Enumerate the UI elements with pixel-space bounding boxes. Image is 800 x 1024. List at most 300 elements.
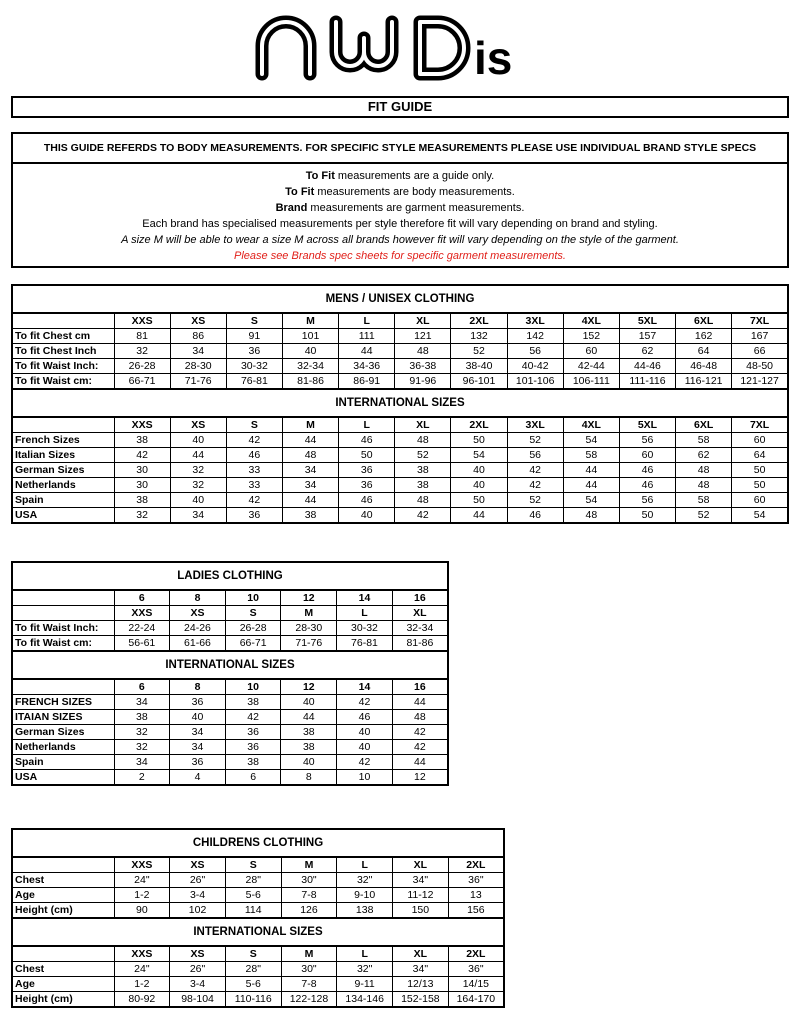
mens-intl-value: 56 [619, 493, 675, 508]
children-measure-value: 7-8 [281, 888, 337, 903]
children-intl-header-cell: XS [170, 946, 226, 962]
mens-measure-value: 32-34 [282, 359, 338, 374]
mens-intl-value: 58 [563, 448, 619, 463]
mens-measure-value: 101 [282, 329, 338, 344]
children-measure-value: 5-6 [225, 888, 281, 903]
mens-intl-value: 30 [114, 478, 170, 493]
children-measure-value: 26" [170, 873, 226, 888]
ladies-intl-header-row [12, 679, 448, 695]
children-measure-value: 1-2 [114, 888, 170, 903]
children-intl-value: 12/13 [393, 977, 449, 992]
mens-title-row [12, 285, 788, 313]
ladies-intl-row [12, 770, 448, 786]
mens-measure-label: To fit Waist cm: [12, 374, 114, 390]
mens-measure-value: 44 [339, 344, 395, 359]
children-intl-value: 14/15 [448, 977, 504, 992]
mens-measure-value: 28-30 [170, 359, 226, 374]
ladies-measure-value: 71-76 [281, 636, 337, 652]
mens-intl-value: 52 [676, 508, 732, 524]
mens-intl-value: 56 [619, 433, 675, 448]
children-size-header-cell: L [337, 857, 393, 873]
mens-intl-value: 52 [507, 493, 563, 508]
children-intl-row [12, 992, 504, 1008]
ladies-measure-value: 26-28 [225, 621, 281, 636]
mens-intl-value: 46 [619, 478, 675, 493]
mens-measure-value: 40 [282, 344, 338, 359]
mens-intl-value: 30 [114, 463, 170, 478]
children-measure-label: Chest [12, 873, 114, 888]
mens-size-header-cell: 4XL [563, 313, 619, 329]
mens-intl-value: 50 [732, 478, 788, 493]
ladies-intl-row [12, 740, 448, 755]
mens-measure-label: To fit Chest Inch [12, 344, 114, 359]
mens-intl-value: 46 [619, 463, 675, 478]
ladies-number-header-cell: 6 [114, 590, 170, 606]
ladies-intl-value: 40 [281, 755, 337, 770]
children-measure-value: 102 [170, 903, 226, 919]
mens-size-header-cell: XS [170, 313, 226, 329]
ladies-intl-value: 12 [392, 770, 448, 786]
ladies-intl-label: German Sizes [12, 725, 114, 740]
ladies-intl-value: 42 [392, 740, 448, 755]
mens-intl-value: 50 [451, 493, 507, 508]
ladies-measure-value: 22-24 [114, 621, 170, 636]
mens-measure-value: 40-42 [507, 359, 563, 374]
childrens-size-table [11, 828, 505, 1008]
mens-intl-value: 36 [339, 463, 395, 478]
mens-measure-value: 62 [619, 344, 675, 359]
mens-measure-value: 44-46 [619, 359, 675, 374]
mens-size-header-cell: M [282, 313, 338, 329]
mens-measure-row [12, 344, 788, 359]
mens-title: MENS / UNISEX CLOTHING [12, 285, 788, 313]
ladies-intl-value: 44 [392, 755, 448, 770]
mens-intl-title-row [12, 389, 788, 417]
mens-intl-value: 48 [676, 463, 732, 478]
guide-line-6: Please see Brands spec sheets for specific garment measurements. [234, 250, 566, 262]
ladies-intl-row [12, 725, 448, 740]
children-measure-row [12, 903, 504, 919]
ladies-measure-value: 32-34 [392, 621, 448, 636]
mens-intl-value: 48 [676, 478, 732, 493]
mens-measure-value: 26-28 [114, 359, 170, 374]
mens-intl-value: 54 [563, 433, 619, 448]
children-intl-value: 122-128 [281, 992, 337, 1008]
ladies-size-header-cell: XS [170, 606, 226, 621]
ladies-intl-value: 34 [114, 695, 170, 710]
children-intl-label: Age [12, 977, 114, 992]
children-measure-row [12, 888, 504, 903]
children-size-header-cell: S [225, 857, 281, 873]
mens-measure-row [12, 359, 788, 374]
children-size-header-cell: M [281, 857, 337, 873]
mens-measure-value: 106-111 [563, 374, 619, 390]
mens-measure-value: 86-91 [339, 374, 395, 390]
children-intl-title-row [12, 918, 504, 946]
mens-intl-value: 42 [507, 478, 563, 493]
mens-intl-value: 44 [282, 433, 338, 448]
mens-measure-row [12, 329, 788, 344]
mens-size-table [11, 284, 789, 524]
children-size-header-cell: XXS [114, 857, 170, 873]
mens-intl-value: 48 [563, 508, 619, 524]
mens-intl-value: 33 [226, 478, 282, 493]
mens-intl-header-row [12, 417, 788, 433]
children-size-header-cell: 2XL [448, 857, 504, 873]
mens-intl-header-cell: XS [170, 417, 226, 433]
mens-intl-value: 58 [676, 433, 732, 448]
mens-intl-value: 32 [114, 508, 170, 524]
mens-intl-value: 46 [226, 448, 282, 463]
mens-intl-value: 38 [114, 493, 170, 508]
ladies-number-header-cell: 12 [281, 590, 337, 606]
guide-heading: THIS GUIDE REFERDS TO BODY MEASUREMENTS. FOR SPECIFIC STYLE MEASUREMENTS PLEASE USE INDIVIDUAL BRAND STYLE SPECS [13, 134, 787, 164]
ladies-intl-value: 36 [170, 755, 226, 770]
children-measure-value: 13 [448, 888, 504, 903]
ladies-intl-title: INTERNATIONAL SIZES [12, 651, 448, 679]
children-intl-label: Chest [12, 962, 114, 977]
children-intl-header-corner [12, 946, 114, 962]
ladies-measure-value: 28-30 [281, 621, 337, 636]
mens-intl-header-cell: 4XL [563, 417, 619, 433]
children-measure-value: 28" [225, 873, 281, 888]
ladies-number-header-corner [12, 590, 114, 606]
mens-measure-value: 38-40 [451, 359, 507, 374]
mens-intl-value: 56 [507, 448, 563, 463]
mens-size-header-cell: 5XL [619, 313, 675, 329]
ladies-intl-value: 40 [281, 695, 337, 710]
fit-guide-title: FIT GUIDE [367, 99, 433, 114]
mens-measure-value: 32 [114, 344, 170, 359]
mens-measure-value: 36-38 [395, 359, 451, 374]
ladies-measure-label: To fit Waist Inch: [12, 621, 114, 636]
mens-intl-value: 44 [282, 493, 338, 508]
children-intl-value: 1-2 [114, 977, 170, 992]
ladies-intl-header-cell: 6 [114, 679, 170, 695]
mens-intl-value: 52 [395, 448, 451, 463]
children-intl-header-cell: L [337, 946, 393, 962]
mens-intl-value: 42 [226, 493, 282, 508]
mens-intl-label: Spain [12, 493, 114, 508]
mens-measure-value: 42-44 [563, 359, 619, 374]
mens-intl-value: 36 [226, 508, 282, 524]
mens-intl-label: Italian Sizes [12, 448, 114, 463]
mens-intl-header-cell: L [339, 417, 395, 433]
mens-intl-value: 33 [226, 463, 282, 478]
ladies-number-header-cell: 14 [337, 590, 393, 606]
guide-line-1-bold: To Fit [305, 170, 335, 182]
mens-intl-value: 42 [395, 508, 451, 524]
mens-intl-title: INTERNATIONAL SIZES [12, 389, 788, 417]
mens-measure-value: 56 [507, 344, 563, 359]
ladies-size-header-cell: L [337, 606, 393, 621]
mens-intl-value: 32 [170, 478, 226, 493]
mens-intl-value: 60 [732, 493, 788, 508]
mens-measure-value: 46-48 [676, 359, 732, 374]
ladies-intl-row [12, 755, 448, 770]
mens-intl-header-cell: S [226, 417, 282, 433]
children-measure-value: 32" [337, 873, 393, 888]
mens-intl-value: 42 [507, 463, 563, 478]
mens-intl-value: 46 [507, 508, 563, 524]
ladies-measure-value: 66-71 [225, 636, 281, 652]
mens-measure-value: 91 [226, 329, 282, 344]
ladies-title-row [12, 562, 448, 590]
children-measure-value: 30" [281, 873, 337, 888]
ladies-intl-value: 32 [114, 740, 170, 755]
mens-measure-value: 101-106 [507, 374, 563, 390]
ladies-size-header-corner [12, 606, 114, 621]
guide-line-1-text: measurements are a guide only. [334, 170, 495, 182]
mens-intl-value: 58 [676, 493, 732, 508]
mens-intl-value: 38 [395, 463, 451, 478]
ladies-intl-value: 4 [170, 770, 226, 786]
children-intl-value: 5-6 [225, 977, 281, 992]
mens-measure-value: 121 [395, 329, 451, 344]
children-measure-value: 114 [225, 903, 281, 919]
children-intl-value: 3-4 [170, 977, 226, 992]
mens-measure-value: 48 [395, 344, 451, 359]
children-intl-header-cell: M [281, 946, 337, 962]
children-title-row [12, 829, 504, 857]
awdis-logo [248, 12, 552, 82]
mens-size-header-cell: 6XL [676, 313, 732, 329]
children-intl-header-cell: XL [393, 946, 449, 962]
mens-intl-value: 48 [395, 493, 451, 508]
ladies-intl-row [12, 710, 448, 725]
ladies-intl-value: 38 [114, 710, 170, 725]
mens-intl-value: 38 [395, 478, 451, 493]
guide-line-3-bold: Brand [275, 202, 308, 214]
mens-intl-header-cell: 7XL [732, 417, 788, 433]
mens-intl-value: 36 [339, 478, 395, 493]
children-size-header-corner [12, 857, 114, 873]
children-measure-value: 150 [393, 903, 449, 919]
children-measure-value: 156 [448, 903, 504, 919]
children-intl-value: 32" [337, 962, 393, 977]
ladies-intl-label: USA [12, 770, 114, 786]
awdis-logo-graphic [248, 12, 552, 82]
ladies-intl-label: FRENCH SIZES [12, 695, 114, 710]
children-measure-value: 9-10 [337, 888, 393, 903]
mens-measure-row [12, 374, 788, 390]
ladies-intl-value: 36 [225, 740, 281, 755]
children-intl-value: 110-116 [225, 992, 281, 1008]
mens-measure-value: 152 [563, 329, 619, 344]
children-intl-value: 152-158 [393, 992, 449, 1008]
children-intl-row [12, 977, 504, 992]
mens-measure-value: 167 [732, 329, 788, 344]
children-measure-label: Height (cm) [12, 903, 114, 919]
guide-line-2-bold: To Fit [285, 186, 315, 198]
mens-intl-value: 54 [732, 508, 788, 524]
mens-measure-value: 111 [339, 329, 395, 344]
mens-measure-value: 157 [619, 329, 675, 344]
mens-intl-row [12, 478, 788, 493]
ladies-intl-value: 6 [225, 770, 281, 786]
ladies-measure-value: 61-66 [170, 636, 226, 652]
mens-intl-value: 46 [339, 493, 395, 508]
ladies-intl-header-cell: 16 [392, 679, 448, 695]
guide-notes [11, 132, 789, 268]
mens-size-header-cell: 7XL [732, 313, 788, 329]
mens-intl-value: 46 [339, 433, 395, 448]
children-intl-header-row [12, 946, 504, 962]
mens-intl-header-cell: 5XL [619, 417, 675, 433]
ladies-intl-label: ITAIAN SIZES [12, 710, 114, 725]
children-measure-value: 11-12 [393, 888, 449, 903]
mens-intl-row [12, 508, 788, 524]
ladies-intl-value: 36 [225, 725, 281, 740]
mens-intl-value: 40 [451, 463, 507, 478]
mens-intl-value: 44 [563, 478, 619, 493]
mens-intl-row [12, 433, 788, 448]
ladies-number-header-cell: 10 [225, 590, 281, 606]
ladies-intl-value: 40 [170, 710, 226, 725]
children-size-header-cell: XL [393, 857, 449, 873]
mens-measure-value: 111-116 [619, 374, 675, 390]
ladies-intl-header-cell: 12 [281, 679, 337, 695]
ladies-size-header-cell: XXS [114, 606, 170, 621]
mens-intl-header-cell: 6XL [676, 417, 732, 433]
children-intl-label: Height (cm) [12, 992, 114, 1008]
mens-size-header-cell: L [339, 313, 395, 329]
mens-intl-value: 60 [619, 448, 675, 463]
mens-intl-label: German Sizes [12, 463, 114, 478]
mens-intl-value: 38 [114, 433, 170, 448]
mens-measure-value: 96-101 [451, 374, 507, 390]
mens-size-header-corner [12, 313, 114, 329]
children-intl-header-cell: XXS [114, 946, 170, 962]
mens-intl-value: 50 [451, 433, 507, 448]
mens-measure-value: 66-71 [114, 374, 170, 390]
mens-intl-value: 60 [732, 433, 788, 448]
guide-body [13, 164, 787, 264]
mens-measure-value: 34 [170, 344, 226, 359]
mens-intl-value: 32 [170, 463, 226, 478]
mens-measure-value: 76-81 [226, 374, 282, 390]
ladies-measure-value: 30-32 [337, 621, 393, 636]
mens-size-header-cell: S [226, 313, 282, 329]
ladies-intl-value: 42 [337, 755, 393, 770]
ladies-size-header-cell: XL [392, 606, 448, 621]
mens-intl-value: 44 [563, 463, 619, 478]
mens-measure-value: 71-76 [170, 374, 226, 390]
mens-intl-row [12, 448, 788, 463]
children-measure-value: 90 [114, 903, 170, 919]
children-intl-value: 34" [393, 962, 449, 977]
children-intl-header-cell: 2XL [448, 946, 504, 962]
mens-measure-value: 121-127 [732, 374, 788, 390]
mens-measure-value: 86 [170, 329, 226, 344]
ladies-intl-value: 32 [114, 725, 170, 740]
ladies-intl-value: 46 [337, 710, 393, 725]
mens-intl-value: 34 [282, 463, 338, 478]
mens-intl-label: USA [12, 508, 114, 524]
mens-intl-header-corner [12, 417, 114, 433]
mens-intl-value: 50 [619, 508, 675, 524]
mens-intl-header-cell: 2XL [451, 417, 507, 433]
mens-intl-header-cell: XL [395, 417, 451, 433]
mens-intl-row [12, 493, 788, 508]
ladies-intl-value: 40 [337, 725, 393, 740]
ladies-intl-value: 34 [114, 755, 170, 770]
mens-measure-value: 91-96 [395, 374, 451, 390]
ladies-intl-value: 38 [225, 695, 281, 710]
mens-intl-value: 40 [339, 508, 395, 524]
mens-intl-label: French Sizes [12, 433, 114, 448]
ladies-intl-label: Spain [12, 755, 114, 770]
guide-line-1 [13, 168, 787, 184]
mens-measure-value: 34-36 [339, 359, 395, 374]
mens-measure-value: 60 [563, 344, 619, 359]
children-size-header-row [12, 857, 504, 873]
ladies-intl-label: Netherlands [12, 740, 114, 755]
ladies-intl-title-row [12, 651, 448, 679]
children-intl-value: 80-92 [114, 992, 170, 1008]
mens-measure-value: 48-50 [732, 359, 788, 374]
mens-intl-value: 48 [395, 433, 451, 448]
mens-measure-value: 81 [114, 329, 170, 344]
ladies-measure-label: To fit Waist cm: [12, 636, 114, 652]
children-measure-value: 3-4 [170, 888, 226, 903]
guide-line-2-text: measurements are body measurements. [314, 186, 515, 198]
mens-intl-value: 40 [170, 433, 226, 448]
children-intl-value: 26" [170, 962, 226, 977]
mens-intl-value: 44 [451, 508, 507, 524]
ladies-intl-value: 42 [225, 710, 281, 725]
mens-measure-value: 64 [676, 344, 732, 359]
mens-intl-value: 38 [282, 508, 338, 524]
logo-suffix: is [474, 32, 513, 82]
children-measure-value: 34" [393, 873, 449, 888]
ladies-intl-value: 36 [170, 695, 226, 710]
mens-size-header-cell: 2XL [451, 313, 507, 329]
mens-intl-value: 40 [451, 478, 507, 493]
children-measure-value: 36" [448, 873, 504, 888]
ladies-measure-row [12, 621, 448, 636]
ladies-number-header-row [12, 590, 448, 606]
ladies-intl-value: 8 [281, 770, 337, 786]
mens-intl-value: 50 [339, 448, 395, 463]
ladies-intl-value: 44 [281, 710, 337, 725]
mens-intl-value: 54 [451, 448, 507, 463]
children-intl-title: INTERNATIONAL SIZES [12, 918, 504, 946]
children-intl-value: 9-11 [337, 977, 393, 992]
mens-measure-value: 81-86 [282, 374, 338, 390]
mens-size-header-cell: 3XL [507, 313, 563, 329]
mens-intl-value: 34 [170, 508, 226, 524]
mens-intl-value: 50 [732, 463, 788, 478]
ladies-measure-value: 24-26 [170, 621, 226, 636]
ladies-intl-value: 38 [281, 725, 337, 740]
children-measure-label: Age [12, 888, 114, 903]
mens-size-header-cell: XXS [114, 313, 170, 329]
mens-intl-value: 64 [732, 448, 788, 463]
mens-intl-value: 40 [170, 493, 226, 508]
ladies-intl-value: 42 [337, 695, 393, 710]
mens-size-header-cell: XL [395, 313, 451, 329]
mens-measure-value: 162 [676, 329, 732, 344]
mens-measure-value: 66 [732, 344, 788, 359]
fit-guide-title-box [11, 96, 789, 118]
ladies-intl-value: 38 [225, 755, 281, 770]
guide-line-5: A size M will be able to wear a size M across all brands however fit will vary depending on the style of the garment. [121, 234, 679, 246]
ladies-measure-value: 76-81 [337, 636, 393, 652]
mens-intl-value: 54 [563, 493, 619, 508]
mens-intl-header-cell: XXS [114, 417, 170, 433]
mens-intl-value: 62 [676, 448, 732, 463]
